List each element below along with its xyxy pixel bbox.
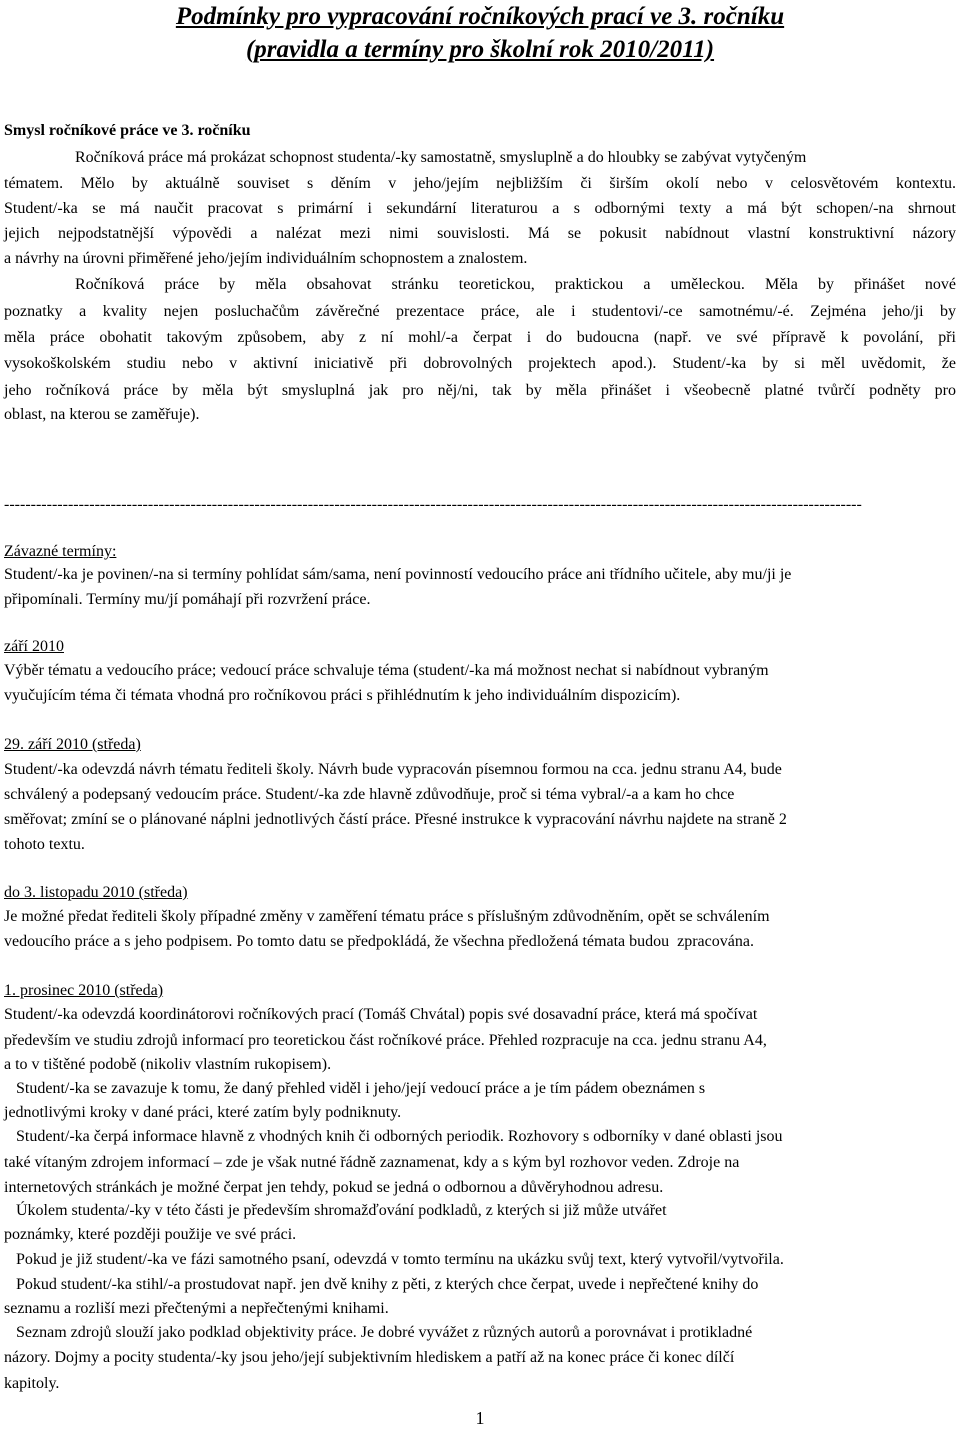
body-text-line: jejich nejpodstatnější výpovědi a nalézat mezi nimi souvislosti. Má se pokusit nabídnout vlastní konstruktivní názory [4, 225, 956, 242]
body-text-line: vyučujícím téma či témata vhodná pro ročníkovou práci s přihlédnutím k jeho individuálním dispozicím). [4, 687, 681, 704]
body-text-line: Student/-ka je povinen/-na si termíny pohlídat sám/sama, není povinností vedoucího práce ani třídního učitele, aby mu/ji je [4, 566, 792, 583]
body-text-line: vedoucího práce a s jeho podpisem. Po tomto datu se předpokládá, že všechna předložená témata budou zpracována. [4, 933, 754, 950]
deadline-date: 29. září 2010 (středa) [4, 736, 141, 753]
body-text-line: směřovat; zmíní se o plánované náplni jednotlivých částí práce. Přesné instrukce k vypracování návrhu najdete na straně 2 [4, 811, 787, 828]
body-text-line: také vítaným zdrojem informací – zde je však nutné řádně zaznamenat, kdy a s kým byl rozhovor veden. Zdroje na [4, 1154, 740, 1171]
section-heading-terminy: Závazné termíny: [4, 543, 117, 560]
body-text-line: jeho ročníková práce by měla být smysluplná jak pro něj/ni, tak by měla přinášet i všeobecně platné tvůrčí podněty pro [4, 382, 956, 399]
body-text-line: Student/-ka se má naučit pracovat s primární i sekundární literaturou a s odbornými texty a má být schopen/-na shrnout [4, 200, 956, 217]
body-text-line: poznámky, které později použije ve své práci. [4, 1226, 297, 1243]
body-text-line: Student/-ka se zavazuje k tomu, že daný přehled viděl i jeho/její vedoucí práce a je tím pádem obeznámen s [4, 1080, 706, 1097]
body-text-line: poznatky a kvality nejen posluchačům závěrečné prezentace práce, ale i studentovi/-ce samotnému/-é. Zejména jeho/ji by [4, 303, 956, 320]
body-text-line: měla práce obohatit takovým způsobem, aby z ní mohl/-a čerpat i do budoucna (např. ve své přípravě k povolání, při [4, 329, 956, 346]
body-text-line: Pokud student/-ka stihl/-a prostudovat např. jen dvě knihy z pěti, z kterých chce čerpat, uvede i nepřečtené knihy do [4, 1276, 759, 1293]
body-text-line: Ročníková práce má prokázat schopnost studenta/-ky samostatně, smysluplně a do hloubky se zabývat vytyčeným [75, 149, 807, 166]
body-text-line: Úkolem studenta/-ky v této části je především shromažďování podkladů, z kterých si již může utvářet [4, 1202, 667, 1219]
body-text-line: seznamu a rozliší mezi přečtenými a nepřečtenými knihami. [4, 1300, 389, 1317]
section-heading-smysl: Smysl ročníkové práce ve 3. ročníku [4, 122, 251, 139]
body-text-line: tohoto textu. [4, 836, 85, 853]
body-text-line: Seznam zdrojů slouží jako podklad objektivity práce. Je dobré vyvážet z různých autorů a porovnávat i protikladné [4, 1324, 753, 1341]
body-text-line: jednotlivými kroky v dané práci, které zatím byly podniknuty. [4, 1104, 402, 1121]
body-text-line: a to v tištěné podobě (nikoliv vlastním rukopisem). [4, 1056, 332, 1073]
body-text-line: Ročníková práce by měla obsahovat stránku teoretickou, praktickou a uměleckou. Měla by přinášet nové [75, 276, 956, 293]
body-text-line: Je možné předat řediteli školy případné změny v zaměření tématu práce s příslušným zdůvodněním, opět se schválením [4, 908, 770, 925]
body-text-line: vysokoškolském studiu nebo v aktivní iniciativě při dobrovolných projektech apod.). Student/-ka by si měl uvědomit, že [4, 355, 956, 372]
deadline-date: do 3. listopadu 2010 (středa) [4, 884, 188, 901]
deadline-date: 1. prosinec 2010 (středa) [4, 982, 164, 999]
body-text-line: internetových stránkách je možné čerpat jen tehdy, pokud se jedná o odbornou a důvěryhodnou adresu. [4, 1179, 664, 1196]
body-text-line: Výběr tématu a vedoucího práce; vedoucí práce schvaluje téma (student/-ka má možnost nechat si nabídnout vybraným [4, 662, 769, 679]
body-text-line: tématem. Mělo by aktuálně souviset s děním v jeho/jejím nejbližším či širším okolí nebo v celosvětovém kontextu. [4, 175, 956, 192]
body-text-line: Pokud je již student/-ka ve fázi samotného psaní, odevzdá v tomto termínu na ukázku svůj text, který vytvořil/vytvořila. [4, 1251, 784, 1268]
body-text-line: především ve studiu zdrojů informací pro teoretickou část ročníkové práce. Přehled rozpracuje na cca. jednu stranu A4, [4, 1032, 767, 1049]
document-title-line-1: Podmínky pro vypracování ročníkových prací ve 3. ročníku [175, 3, 785, 30]
body-text-line: názory. Dojmy a pocity studenta/-ky jsou jeho/její subjektivním hlediskem a patří až na konec práce či konec dílčí [4, 1349, 735, 1366]
body-text-line: Student/-ka odevzdá návrh tématu řediteli školy. Návrh bude vypracován písemnou formou na cca. jednu stranu A4, bude [4, 761, 782, 778]
body-text-line: kapitoly. [4, 1375, 60, 1392]
body-text-line: Student/-ka čerpá informace hlavně z vhodných knih či odborných periodik. Rozhovory s odborníky v dané oblasti jsou [4, 1128, 783, 1145]
document-title-line-2: (pravidla a termíny pro školní rok 2010/2011) [245, 36, 715, 63]
separator-line: ----------------------------------------------------------------------------------------------------------------------------------------------------------------- [4, 496, 862, 513]
deadline-date: září 2010 [4, 638, 64, 655]
body-text-line: a návrhy na úrovni přiměřené jeho/jejím individuálním schopnostem a znalostem. [4, 250, 528, 267]
body-text-line: oblast, na kterou se zaměřuje). [4, 406, 200, 423]
body-text-line: připomínali. Termíny mu/jí pomáhají při rozvržení práce. [4, 591, 371, 608]
body-text-line: Student/-ka odevzdá koordinátorovi ročníkových prací (Tomáš Chvátal) popis své dosavadní práce, která má spočívat [4, 1006, 758, 1023]
body-text-line: schválený a podepsaný vedoucím práce. Student/-ka zde hlavně zdůvodňuje, proč si téma vybral/-a a kam ho chce [4, 786, 735, 803]
page-number: 1 [475, 1408, 485, 1428]
